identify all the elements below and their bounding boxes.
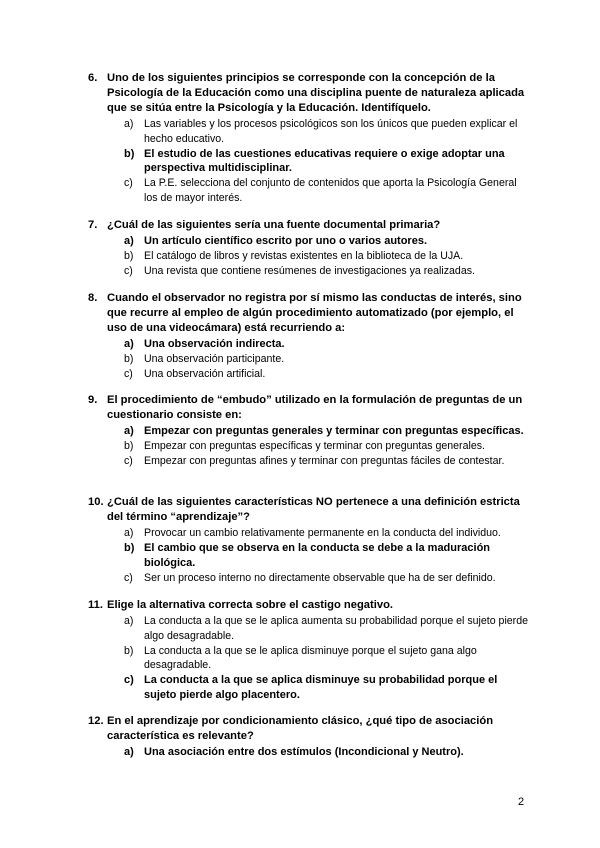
option-c bbox=[124, 454, 528, 469]
page-number: 2 bbox=[518, 796, 525, 808]
question-number: 12. bbox=[88, 715, 104, 727]
question-header bbox=[88, 598, 528, 613]
question-text: Uno de los siguientes principios se corresponde con la concepción de la Psicología de la Educación como una disciplina puente de naturaleza aplicada que se sitúa entre la Psicología y la Educación. Identifíquelo. bbox=[107, 72, 525, 114]
question-text: En el aprendizaje por condicionamiento clásico, ¿qué tipo de asociación característica es relevante? bbox=[107, 715, 494, 742]
option-text: Provocar un cambio relativamente permanente en la conducta del individuo. bbox=[144, 527, 501, 539]
question-header bbox=[88, 495, 528, 525]
option-text: Una observación indirecta. bbox=[144, 338, 285, 350]
option-a-correct bbox=[124, 745, 528, 760]
option-label: a) bbox=[124, 746, 134, 758]
question-number: 7. bbox=[88, 219, 98, 231]
option-label: b) bbox=[124, 644, 134, 657]
option-a-correct bbox=[124, 337, 528, 352]
question-7 bbox=[88, 218, 528, 279]
option-a bbox=[124, 614, 528, 643]
options-list bbox=[88, 424, 528, 469]
option-label: b) bbox=[124, 542, 135, 554]
option-c bbox=[124, 367, 528, 382]
options-list bbox=[88, 234, 528, 279]
question-11 bbox=[88, 598, 528, 703]
option-b bbox=[124, 352, 528, 367]
option-text: La conducta a la que se aplica disminuye su probabilidad porque el sujeto pierde algo placentero. bbox=[144, 674, 498, 701]
option-a bbox=[124, 526, 528, 541]
question-12 bbox=[88, 714, 528, 760]
option-text: Ser un proceso interno no directamente observable que ha de ser definido. bbox=[144, 571, 496, 584]
option-label: a) bbox=[124, 118, 134, 130]
options-list bbox=[88, 526, 528, 585]
option-label: c) bbox=[124, 674, 134, 686]
option-text: La conducta a la que se le aplica aumenta su probabilidad porque el sujeto pierde algo desagradable. bbox=[144, 615, 528, 642]
option-b-correct bbox=[124, 541, 528, 570]
question-text: Elige la alternativa correcta sobre el castigo negativo. bbox=[107, 599, 394, 611]
option-a-correct bbox=[124, 234, 528, 249]
option-text: Empezar con preguntas específicas y terminar con preguntas generales. bbox=[144, 440, 485, 452]
option-label: b) bbox=[124, 250, 134, 262]
option-text: Empezar con preguntas generales y terminar con preguntas específicas. bbox=[144, 425, 524, 437]
option-c bbox=[124, 264, 528, 279]
question-10 bbox=[88, 495, 528, 586]
option-text: Una observación participante. bbox=[144, 353, 285, 365]
option-label: a) bbox=[124, 235, 134, 247]
options-list bbox=[88, 337, 528, 382]
option-label: a) bbox=[124, 425, 134, 437]
option-text: Un artículo científico escrito por uno o varios autores. bbox=[144, 235, 427, 247]
option-a-correct bbox=[124, 424, 528, 439]
option-c bbox=[124, 176, 528, 205]
option-label: a) bbox=[124, 338, 134, 350]
option-label: c) bbox=[124, 571, 133, 584]
option-label: c) bbox=[124, 368, 133, 380]
option-text: La conducta a la que se le aplica disminuye porque el sujeto gana algo desagradable. bbox=[144, 644, 477, 671]
option-c-correct bbox=[124, 673, 528, 702]
question-number: 8. bbox=[88, 292, 98, 304]
question-header bbox=[88, 714, 528, 744]
option-text: El estudio de las cuestiones educativas requiere o exige adoptar una perspectiva multidisciplinar. bbox=[144, 147, 505, 174]
option-text: El cambio que se observa en la conducta se debe a la maduración biológica. bbox=[144, 542, 491, 569]
option-text: Una asociación entre dos estímulos (Incondicional y Neutro). bbox=[144, 746, 464, 758]
option-c bbox=[124, 571, 528, 586]
question-8 bbox=[88, 291, 528, 382]
option-label: a) bbox=[124, 615, 134, 627]
options-list bbox=[88, 117, 528, 205]
question-header bbox=[88, 71, 528, 116]
option-a bbox=[124, 117, 528, 146]
question-text: ¿Cuál de las siguientes características NO pertenece a una definición estricta del término “aprendizaje”? bbox=[107, 496, 520, 523]
question-text: Cuando el observador no registra por sí mismo las conductas de interés, sino que recurre al empleo de algún procedimiento automatizado (por ejemplo, el uso de una videocámara) está recurriendo a: bbox=[107, 292, 522, 334]
option-b bbox=[124, 439, 528, 454]
option-b bbox=[124, 644, 528, 673]
question-text: ¿Cuál de las siguientes sería una fuente documental primaria? bbox=[107, 219, 441, 231]
option-label: c) bbox=[124, 177, 133, 189]
option-text: Las variables y los procesos psicológicos son los únicos que pueden explicar el hecho educativo. bbox=[144, 118, 518, 145]
option-text: El catálogo de libros y revistas existentes en la biblioteca de la UJA. bbox=[144, 250, 464, 262]
option-text: Una observación artificial. bbox=[144, 368, 266, 380]
option-label: b) bbox=[124, 147, 135, 160]
question-text: El procedimiento de “embudo” utilizado en la formulación de preguntas de un cuestionario consiste en: bbox=[107, 394, 523, 421]
question-number: 6. bbox=[88, 72, 98, 84]
option-label: a) bbox=[124, 527, 134, 539]
option-label: b) bbox=[124, 440, 134, 452]
option-label: c) bbox=[124, 455, 133, 467]
option-b-correct bbox=[124, 147, 528, 176]
question-number: 9. bbox=[88, 394, 98, 406]
question-header bbox=[88, 291, 528, 336]
option-b bbox=[124, 249, 528, 264]
question-6 bbox=[88, 71, 528, 206]
option-label: c) bbox=[124, 265, 133, 277]
question-header bbox=[88, 393, 528, 423]
question-9 bbox=[88, 393, 528, 469]
options-list bbox=[88, 745, 528, 760]
option-text: Una revista que contiene resúmenes de investigaciones ya realizadas. bbox=[144, 265, 475, 277]
option-text: Empezar con preguntas afines y terminar con preguntas fáciles de contestar. bbox=[144, 455, 505, 467]
option-text: La P.E. selecciona del conjunto de contenidos que aporta la Psicología General los de mayor interés. bbox=[144, 177, 517, 204]
question-number: 10. bbox=[88, 496, 104, 508]
question-number: 11. bbox=[88, 599, 103, 611]
options-list bbox=[88, 614, 528, 702]
option-label: b) bbox=[124, 353, 134, 365]
question-header bbox=[88, 218, 528, 233]
